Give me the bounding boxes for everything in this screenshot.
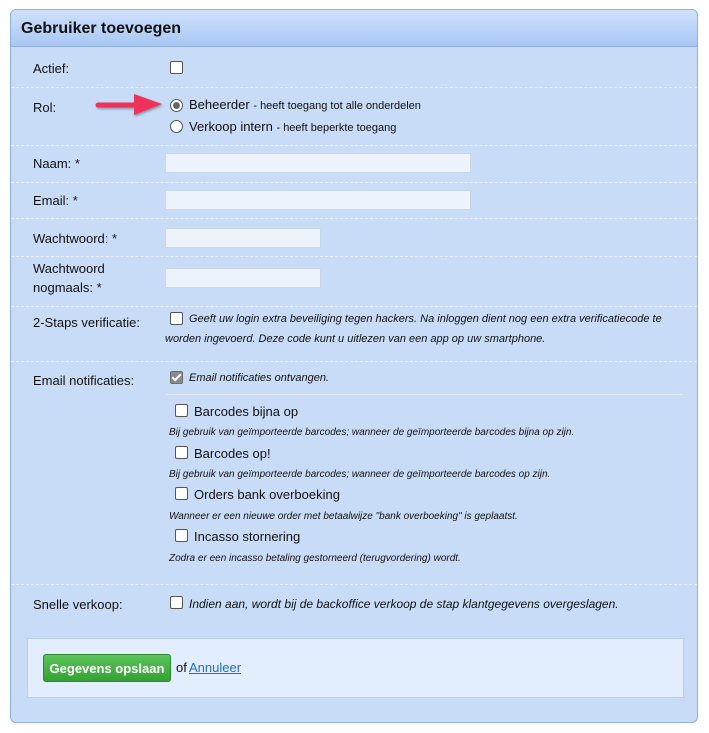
snelle-verkoop-text: Indien aan, wordt bij de backoffice verkoop de stap klantgegevens overgeslagen. — [189, 597, 619, 611]
row-actief — [11, 47, 697, 88]
row-2staps — [11, 306, 697, 362]
incasso-stornering-description: Zodra er een incasso betaling gestorneerd (terugvordering) wordt. — [169, 553, 461, 564]
naam-input[interactable] — [165, 153, 471, 173]
2staps-text-line1: Geeft uw login extra beveiliging tegen hackers. Na inloggen dient nog een extra verificatiecode te — [189, 313, 662, 325]
snelle-verkoop-label: Snelle verkoop: — [33, 597, 123, 612]
wachtwoord-nogmaals-input[interactable] — [165, 268, 321, 288]
wachtwoord-nogmaals-label-line2: nogmaals: * — [33, 280, 102, 295]
naam-label: Naam: * — [33, 156, 80, 171]
save-button[interactable]: Gegevens opslaan — [43, 654, 171, 682]
barcodes-bijna-op-checkbox[interactable] — [175, 404, 188, 417]
snelle-verkoop-checkbox[interactable] — [170, 596, 183, 609]
2staps-checkbox[interactable] — [170, 312, 183, 325]
radio-beheerder-label[interactable] — [189, 97, 421, 112]
email-notificaties-label: Email notificaties: — [33, 373, 135, 388]
orders-bank-overboeking-label: Orders bank overboeking — [194, 487, 340, 502]
or-text: of — [176, 660, 187, 675]
email-notificaties-text: Email notificaties ontvangen. — [189, 372, 330, 384]
row-naam — [11, 145, 697, 183]
email-input[interactable] — [165, 190, 471, 210]
radio-beheerder[interactable] — [170, 99, 183, 112]
pointing-arrow-icon — [94, 88, 166, 124]
barcodes-op-description: Bij gebruik van geïmporteerde barcodes; wanneer de geïmporteerde barcodes op zijn. — [169, 469, 551, 480]
email-notificaties-checkbox[interactable] — [170, 371, 183, 384]
beheerder-title: Beheerder — [189, 97, 250, 112]
separator — [166, 394, 683, 395]
cancel-link[interactable]: Annuleer — [189, 660, 242, 675]
barcodes-bijna-op-description: Bij gebruik van geïmporteerde barcodes; wanneer de geïmporteerde barcodes bijna op zijn. — [169, 427, 575, 438]
2staps-label: 2-Staps verificatie: — [33, 315, 140, 330]
barcodes-op-checkbox[interactable] — [175, 446, 188, 459]
email-label: Email: * — [33, 193, 78, 208]
actief-checkbox[interactable] — [170, 61, 183, 74]
row-snelle-verkoop — [11, 584, 697, 628]
2staps-text-line2: worden ingevoerd. Deze code kunt u uitlezen van een app op uw smartphone. — [165, 333, 546, 345]
barcodes-bijna-op-label: Barcodes bijna op — [194, 404, 299, 419]
row-email — [11, 182, 697, 219]
verkoop-intern-description: - heeft beperkte toegang — [276, 122, 397, 134]
wachtwoord-nogmaals-label-line1: Wachtwoord — [33, 261, 105, 276]
orders-bank-overboeking-description: Wanneer er een nieuwe order met betaalwijze "bank overboeking" is geplaatst. — [169, 511, 518, 522]
incasso-stornering-label: Incasso stornering — [194, 529, 301, 544]
form-actions — [27, 638, 684, 698]
row-email-notificaties — [11, 361, 697, 585]
row-wachtwoord — [11, 218, 697, 257]
radio-verkoop-intern[interactable] — [170, 120, 183, 133]
beheerder-description: - heeft toegang tot alle onderdelen — [253, 100, 421, 112]
verkoop-intern-title: Verkoop intern — [189, 119, 273, 134]
barcodes-op-label: Barcodes op! — [194, 446, 271, 461]
radio-verkoop-intern-label[interactable] — [189, 119, 396, 134]
orders-bank-overboeking-checkbox[interactable] — [175, 487, 188, 500]
panel-title: Gebruiker toevoegen — [11, 10, 697, 47]
actief-label: Actief: — [33, 61, 70, 76]
rol-label: Rol: — [33, 100, 57, 115]
wachtwoord-input[interactable] — [165, 228, 321, 248]
incasso-stornering-checkbox[interactable] — [175, 529, 188, 542]
row-wachtwoord-nogmaals — [11, 256, 697, 307]
wachtwoord-label: Wachtwoord: * — [33, 231, 118, 246]
